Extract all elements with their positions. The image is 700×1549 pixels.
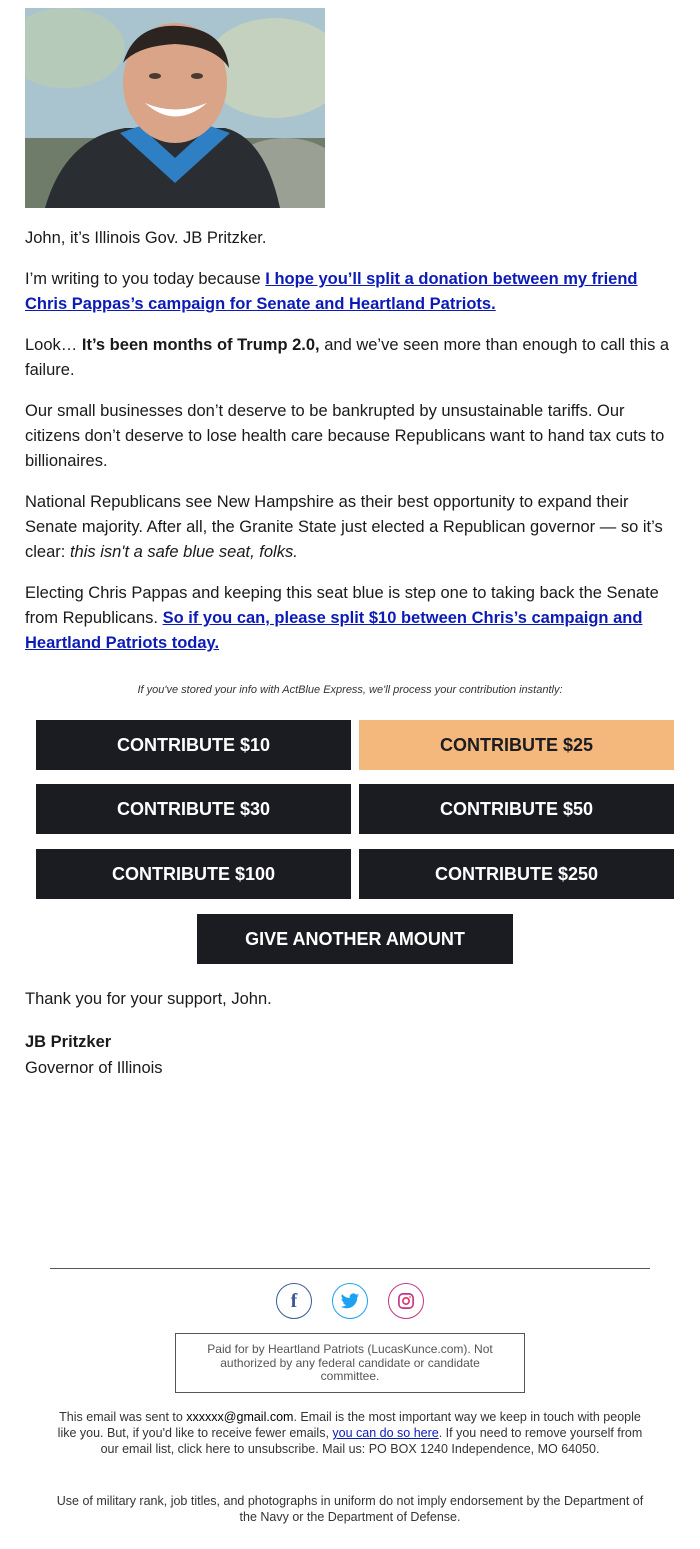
signature-title: Governor of Illinois <box>25 1059 163 1077</box>
facebook-icon[interactable]: f <box>276 1283 312 1319</box>
header-photo <box>25 8 325 208</box>
contribute-25-button[interactable]: CONTRIBUTE $25 <box>359 720 674 770</box>
signature-name: JB Pritzker <box>25 1033 112 1051</box>
instagram-camera-icon <box>397 1292 415 1310</box>
message-body <box>25 226 680 672</box>
call-to-action-paragraph: Electing Chris Pappas and keeping this seat blue is step one to taking back the Senate from Republicans. So if you can, please split $10 between Chris’s campaign and Heartland Patriots today. <box>25 584 659 652</box>
give-another-amount-button[interactable]: GIVE ANOTHER AMOUNT <box>197 914 513 964</box>
military-disclaimer: Use of military rank, job titles, and photographs in uniform do not imply endorsement by the Department of the Navy or the Department of Defense. <box>56 1494 644 1524</box>
new-hampshire-paragraph: National Republicans see New Hampshire as their best opportunity to expand their Senate majority. After all, the Granite State just elected a Republican governor — so it’s clear: this isn't a safe blue seat, folks. <box>25 493 663 561</box>
paid-for-disclaimer: Paid for by Heartland Patriots (LucasKunce.com). Not authorized by any federal candidate or candidate committee. <box>175 1333 525 1393</box>
contribute-250-button[interactable]: CONTRIBUTE $250 <box>359 849 674 899</box>
contribute-50-button[interactable]: CONTRIBUTE $50 <box>359 784 674 834</box>
tariffs-paragraph: Our small businesses don’t deserve to be bankrupted by unsustainable tariffs. Our citizens don’t deserve to lose health care because Republicans want to hand tax cuts to billionaires. <box>25 402 665 470</box>
footer-divider <box>50 1268 650 1269</box>
twitter-bird-icon <box>340 1293 360 1310</box>
fewer-emails-link[interactable]: you can do so here <box>332 1426 439 1440</box>
actblue-express-note: If you've stored your info with ActBlue Express, we'll process your contribution instantly: <box>137 684 563 696</box>
split-ten-link[interactable]: So if you can, please split $10 between Chris’s campaign and Heartland Patriots today. <box>25 609 643 652</box>
instagram-icon[interactable] <box>388 1283 424 1319</box>
header-photo-graphic <box>25 8 325 208</box>
contribute-100-button[interactable]: CONTRIBUTE $100 <box>36 849 351 899</box>
twitter-icon[interactable] <box>332 1283 368 1319</box>
contribute-10-button[interactable]: CONTRIBUTE $10 <box>36 720 351 770</box>
intro-paragraph: I’m writing to you today because I hope you’ll split a donation between my friend Chris Pappas’s campaign for Senate and Heartland Patriots. <box>25 270 638 313</box>
recipient-email: xxxxxx@gmail.com <box>186 1410 294 1424</box>
split-donation-link[interactable]: I hope you’ll split a donation between my friend Chris Pappas’s campaign for Senate and Heartland Patriots. <box>25 270 638 313</box>
thanks-line: Thank you for your support, John. <box>25 990 272 1008</box>
footer-email-notice: This email was sent to xxxxxx@gmail.com. Email is the most important way we keep in touch with people like you. But, if you'd like to receive fewer emails, you can do so here. If you need to remove yourself from our email list, click here to unsubscribe. Mail us: PO BOX 1240 Independence, MO 64050. <box>57 1410 643 1456</box>
greeting: John, it’s Illinois Gov. JB Pritzker. <box>25 229 267 247</box>
contribute-30-button[interactable]: CONTRIBUTE $30 <box>36 784 351 834</box>
trump-paragraph: Look… It’s been months of Trump 2.0, and we’ve seen more than enough to call this a failure. <box>25 336 670 379</box>
